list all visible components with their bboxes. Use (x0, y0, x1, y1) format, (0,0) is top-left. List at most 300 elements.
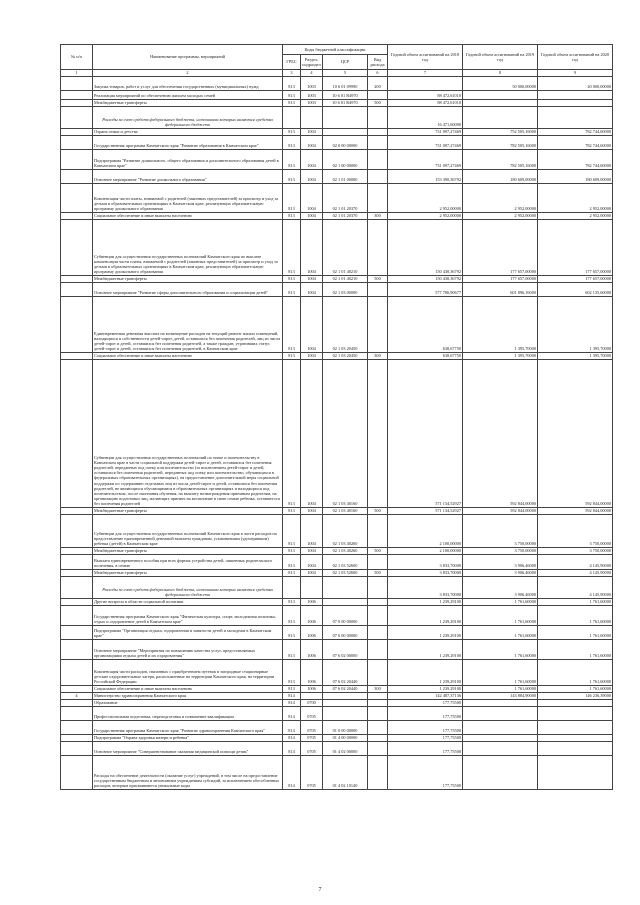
row-grbs-cell: 813 (283, 128, 301, 135)
row-2019-cell: 50 000,00000 (463, 76, 538, 90)
row-2018-cell (388, 76, 463, 90)
row-razdel-cell: 1006 (301, 659, 323, 685)
row-csr-cell: 07 6 02 20440 (323, 659, 368, 685)
row-vr-cell (368, 576, 388, 598)
row-2019-cell: 143 884,90000 (463, 692, 538, 699)
row-razdel-cell: 0705 (301, 741, 323, 755)
row-2020-cell: 1 761,60000 (538, 598, 613, 605)
budget-sheet (60, 44, 612, 790)
row-vr-cell (368, 734, 388, 741)
row-razdel-cell: 0705 (301, 720, 323, 734)
row-name-cell: Подпрограмма "Охрана здоровья матери и ребенка" (93, 734, 283, 741)
row-razdel-cell: 1004 (301, 569, 323, 576)
row-2020-cell: 4 145,90000 (538, 576, 613, 598)
row-2019-cell (463, 106, 538, 128)
table-row (61, 554, 613, 569)
note-row (61, 576, 613, 598)
row-grbs-cell: 813 (283, 507, 301, 514)
row-vr-cell (368, 282, 388, 296)
row-csr-cell: 01 4 00 00000 (323, 734, 368, 741)
row-no-cell (61, 569, 93, 576)
row-2019-cell: 782 505,16000 (463, 149, 538, 169)
row-2018-cell: 142 487,37136 (388, 692, 463, 699)
row-razdel-cell: 1004 (301, 507, 323, 514)
row-2020-cell: 1 761,60000 (538, 605, 613, 625)
row-name-cell: Образование (93, 699, 283, 706)
row-razdel-cell: 1003 (301, 99, 323, 106)
table-row (61, 352, 613, 359)
row-grbs-cell: 813 (283, 296, 301, 352)
row-2020-cell (538, 706, 613, 720)
row-grbs-cell: 813 (283, 659, 301, 685)
row-2018-cell: 177,75500 (388, 720, 463, 734)
table-row (61, 605, 613, 625)
row-razdel-cell (301, 692, 323, 699)
row-2020-cell: 177 657,00000 (538, 275, 613, 282)
row-2018-cell: 88 472,61010 (388, 99, 463, 106)
table-row (61, 741, 613, 755)
row-vr-cell: 500 (368, 569, 388, 576)
row-2020-cell: 1 761,60000 (538, 625, 613, 639)
col-index: 1 (61, 70, 93, 77)
row-2020-cell: 782 744,60000 (538, 135, 613, 149)
row-vr-cell (368, 625, 388, 639)
row-vr-cell: 500 (368, 275, 388, 282)
row-2020-cell: 4 145,90000 (538, 554, 613, 569)
row-no-cell (61, 352, 93, 359)
row-no-cell (61, 135, 93, 149)
col-csr-header: ЦСР (323, 55, 368, 70)
row-2019-cell: 177 657,00000 (463, 275, 538, 282)
row-2019-cell (463, 99, 538, 106)
row-2020-cell: 20 000,00000 (538, 76, 613, 90)
col-2018-header: Годовой объем ассигнований на 2018 год (388, 45, 463, 70)
row-grbs-cell: 813 (283, 219, 301, 275)
row-csr-cell: 07 6 02 00000 (323, 639, 368, 659)
col-index: 2 (93, 70, 283, 77)
row-name-cell: Субвенции для осуществления государственных полномочий Камчатского края в части расходов на предоставление единовременной денежной выплаты гражданам, усыновившим (удочерившим) ребенка (детей) в Камчатском крае (93, 514, 283, 547)
row-2018-cell: 3 833,70000 (388, 576, 463, 598)
row-vr-cell: 500 (368, 507, 388, 514)
row-2019-cell: 1 761,60000 (463, 685, 538, 692)
row-name-cell: Подпрограмма "Развитие дошкольного, общего образования и дополнительного образования детей в Камчатском крае" (93, 149, 283, 169)
row-razdel-cell: 0705 (301, 706, 323, 720)
row-2020-cell: 1 761,60000 (538, 685, 613, 692)
col-index: 5 (323, 70, 368, 77)
table-row (61, 219, 613, 275)
row-2020-cell: 602 135,60000 (538, 282, 613, 296)
row-name-cell: Расходы за счет средств федерального бюджета, источником которых являются средства федерального бюджета (93, 106, 283, 128)
row-csr-cell: 02 1 03 20450 (323, 296, 368, 352)
row-no-cell: 4 (61, 692, 93, 699)
row-2019-cell: 1 395,70000 (463, 296, 538, 352)
table-row (61, 169, 613, 183)
row-2020-cell (538, 755, 613, 789)
row-grbs-cell: 813 (283, 275, 301, 282)
row-no-cell (61, 685, 93, 692)
row-vr-cell (368, 149, 388, 169)
row-2019-cell: 3 750,00000 (463, 514, 538, 547)
row-name-cell: Министерство здравоохранения Камчатского края (93, 692, 283, 699)
table-row (61, 547, 613, 554)
row-2019-cell: 1 761,60000 (463, 625, 538, 639)
row-grbs-cell: 813 (283, 359, 301, 507)
table-row (61, 183, 613, 212)
row-2019-cell (463, 741, 538, 755)
row-2019-cell (463, 734, 538, 741)
col-grbs-header: ГРБС (283, 55, 301, 70)
row-2018-cell: 150 438,36792 (388, 275, 463, 282)
row-2019-cell: 3 750,00000 (463, 547, 538, 554)
row-grbs-cell: 814 (283, 692, 301, 699)
row-csr-cell (323, 598, 368, 605)
row-2020-cell: 782 744,60000 (538, 149, 613, 169)
row-2018-cell: 2 100,00000 (388, 514, 463, 547)
row-csr-cell: 02 1 03 20450 (323, 352, 368, 359)
row-csr-cell (323, 106, 368, 128)
row-2019-cell: 3 906,46000 (463, 569, 538, 576)
row-2019-cell (463, 720, 538, 734)
row-no-cell (61, 547, 93, 554)
row-grbs-cell: 814 (283, 741, 301, 755)
row-no-cell (61, 183, 93, 212)
row-2019-cell: 1 761,60000 (463, 605, 538, 625)
row-grbs-cell: 813 (283, 514, 301, 547)
row-no-cell (61, 106, 93, 128)
row-grbs-cell: 813 (283, 183, 301, 212)
row-razdel-cell: 1004 (301, 359, 323, 507)
row-no-cell (61, 282, 93, 296)
row-csr-cell: 02 1 00 00000 (323, 149, 368, 169)
row-vr-cell (368, 741, 388, 755)
row-name-cell: Расходы на обеспечение деятельности (оказание услуг) учреждений, в том числе на предоставление государственным бюджетным и автономным учреждениям субсидий, за исключением обособленных расходов, которым присваиваются уникальные коды (93, 755, 283, 789)
row-no-cell (61, 734, 93, 741)
row-csr-cell (323, 576, 368, 598)
row-csr-cell: 02 1 01 40210 (323, 219, 368, 275)
row-no-cell (61, 128, 93, 135)
row-name-cell: Охрана семьи и детства (93, 128, 283, 135)
row-grbs-cell: 814 (283, 755, 301, 789)
row-vr-cell (368, 659, 388, 685)
row-vr-cell (368, 169, 388, 183)
row-name-cell: Межбюджетные трансферты (93, 547, 283, 554)
row-2018-cell: 1 239,29100 (388, 685, 463, 692)
row-2019-cell: 752 505,16000 (463, 128, 538, 135)
row-razdel-cell: 1004 (301, 296, 323, 352)
row-grbs-cell: 813 (283, 605, 301, 625)
row-2019-cell (463, 755, 538, 789)
row-no-cell (61, 99, 93, 106)
row-razdel-cell: 0705 (301, 734, 323, 741)
row-vr-cell (368, 706, 388, 720)
row-razdel-cell: 0705 (301, 755, 323, 789)
row-csr-cell: 01 4 02 10140 (323, 755, 368, 789)
row-grbs-cell: 813 (283, 547, 301, 554)
table-row (61, 359, 613, 507)
table-row (61, 625, 613, 639)
row-2018-cell: 177,75500 (388, 741, 463, 755)
row-vr-cell: 300 (368, 352, 388, 359)
row-razdel-cell (301, 106, 323, 128)
row-name-cell: Единовременная денежная выплата на возмещение расходов на текущий ремонт жилых помещений, находящихся в собственности детей-сирот, детей, оставшихся без попечения родителей, лиц из числа детей-сирот и детей, оставшихся без попечения родителей, а также граждан, утративших статус детей-сирот и детей, оставшихся без попечения родителей, в Камчатском крае (93, 296, 283, 352)
row-razdel-cell: 1003 (301, 90, 323, 99)
column-index-row (61, 70, 613, 77)
row-2020-cell (538, 99, 613, 106)
row-2018-cell: 1 239,29100 (388, 639, 463, 659)
row-2020-cell: 1 761,60000 (538, 639, 613, 659)
row-2018-cell: 577 706,90677 (388, 282, 463, 296)
row-vr-cell (368, 359, 388, 507)
row-vr-cell (368, 605, 388, 625)
row-csr-cell: 01 4 02 00000 (323, 741, 368, 755)
table-row (61, 135, 613, 149)
row-grbs-cell: 814 (283, 706, 301, 720)
row-name-cell: Компенсация части платы, взимаемой с родителей (законных представителей) за присмотр и уход за детьми в образовательных организациях в Камчатском крае, реализующих образовательную программу дошкольного образования (93, 183, 283, 212)
row-vr-cell (368, 128, 388, 135)
row-2020-cell (538, 106, 613, 128)
row-no-cell (61, 699, 93, 706)
row-grbs-cell: 813 (283, 639, 301, 659)
table-row (61, 128, 613, 135)
row-no-cell (61, 639, 93, 659)
row-csr-cell: 02 1 01 20370 (323, 212, 368, 219)
row-name-cell: Реализация мероприятий по обеспечению жильем молодых семей (93, 90, 283, 99)
row-vr-cell (368, 699, 388, 706)
row-csr-cell: 02 1 03 40260 (323, 547, 368, 554)
row-2019-cell: 1 395,70000 (463, 352, 538, 359)
row-no-cell (61, 720, 93, 734)
row-name-cell: Субвенции для осуществления государственных полномочий Камчатского края по выплате компенсации части платы, взимаемой с родителей (законных представителей) за присмотр и уход за детьми в образовательных организациях в Камчатском крае, реализующих образовательную программу дошкольного образования (93, 219, 283, 275)
row-2020-cell: 782 744,60000 (538, 128, 613, 135)
row-razdel-cell: 1003 (301, 76, 323, 90)
table-row (61, 212, 613, 219)
row-2019-cell: 1 761,60000 (463, 598, 538, 605)
table-row (61, 296, 613, 352)
row-razdel-cell: 1004 (301, 554, 323, 569)
row-grbs-cell: 813 (283, 598, 301, 605)
row-2019-cell: 177 657,00000 (463, 219, 538, 275)
row-name-cell: Межбюджетные трансферты (93, 569, 283, 576)
col-vr-header: Вид расхода (368, 55, 388, 70)
row-razdel-cell: 1004 (301, 128, 323, 135)
col-2019-header: Годовой объем ассигнований на 2019 год (463, 45, 538, 70)
row-2018-cell: 2 100,00000 (388, 547, 463, 554)
row-razdel-cell: 1006 (301, 605, 323, 625)
row-grbs-cell: 813 (283, 554, 301, 569)
row-2018-cell: 153 390,36792 (388, 169, 463, 183)
row-csr-cell: 07 0 00 00000 (323, 605, 368, 625)
row-grbs-cell: 813 (283, 352, 301, 359)
row-vr-cell (368, 514, 388, 547)
row-csr-cell (323, 699, 368, 706)
row-razdel-cell: 1006 (301, 639, 323, 659)
row-no-cell (61, 219, 93, 275)
row-2018-cell: 177,75500 (388, 734, 463, 741)
col-index: 3 (283, 70, 301, 77)
row-2019-cell: 1 761,60000 (463, 639, 538, 659)
row-grbs-cell: 813 (283, 90, 301, 99)
row-2018-cell: 150 438,36792 (388, 219, 463, 275)
row-2020-cell: 146 236,39000 (538, 692, 613, 699)
row-2018-cell: 731 097,27469 (388, 128, 463, 135)
row-2020-cell (538, 741, 613, 755)
row-no-cell (61, 659, 93, 685)
row-csr-cell: 02 0 00 00000 (323, 135, 368, 149)
row-csr-cell: 02 1 01 00000 (323, 169, 368, 183)
row-csr-cell: 02 1 01 40210 (323, 275, 368, 282)
row-csr-cell (323, 692, 368, 699)
row-vr-cell (368, 183, 388, 212)
row-razdel-cell: 1006 (301, 598, 323, 605)
row-2018-cell: 638,67750 (388, 352, 463, 359)
row-vr-cell (368, 219, 388, 275)
note-row (61, 106, 613, 128)
row-csr-cell: 02 1 03 40160 (323, 507, 368, 514)
row-razdel-cell: 1004 (301, 149, 323, 169)
table-row (61, 685, 613, 692)
row-csr-cell: 02 1 03 00000 (323, 282, 368, 296)
table-row (61, 507, 613, 514)
row-name-cell: Компенсация части расходов, связанных с приобретением путевок в загородные стационарные детские оздоровительные лагеря, расположенные на территории Камчатского края, на территории Российской Федерации (93, 659, 283, 685)
row-razdel-cell: 0700 (301, 699, 323, 706)
row-2020-cell: 2 952,00000 (538, 212, 613, 219)
table-row (61, 514, 613, 547)
row-csr-cell (323, 706, 368, 720)
row-no-cell (61, 576, 93, 598)
row-2018-cell: 1 239,29100 (388, 659, 463, 685)
row-no-cell (61, 76, 93, 90)
row-2018-cell: 571 134,52927 (388, 507, 463, 514)
table-row (61, 699, 613, 706)
budget-table (60, 44, 613, 790)
row-2020-cell (538, 699, 613, 706)
row-name-cell: Расходы за счет средств федерального бюджета, источником которых являются средства федерального бюджета (93, 576, 283, 598)
row-name-cell: Основное мероприятие "Развитие сферы дополнительного образования и социализации детей" (93, 282, 283, 296)
row-grbs-cell: 814 (283, 699, 301, 706)
row-razdel-cell: 1004 (301, 275, 323, 282)
row-no-cell (61, 554, 93, 569)
row-grbs-cell (283, 576, 301, 598)
row-2018-cell: 638,67750 (388, 296, 463, 352)
row-2020-cell: 3 750,00000 (538, 514, 613, 547)
row-2018-cell: 731 097,27469 (388, 135, 463, 149)
row-name-cell: Профессиональная подготовка, переподготовка и повышение квалификации (93, 706, 283, 720)
row-csr-cell: 02 1 03 52600 (323, 554, 368, 569)
row-name-cell: Основное мероприятие "Мероприятия по повышению качества услуг, предоставляемых организациями отдыха детей и их оздоровления" (93, 639, 283, 659)
row-grbs-cell: 813 (283, 149, 301, 169)
row-no-cell (61, 625, 93, 639)
row-no-cell (61, 212, 93, 219)
row-2019-cell (463, 699, 538, 706)
row-razdel-cell: 1004 (301, 135, 323, 149)
codes-title-header: Коды бюджетной классификации (283, 45, 388, 55)
row-vr-cell (368, 720, 388, 734)
row-name-cell: Социальное обеспечение и иные выплаты населению (93, 685, 283, 692)
col-razdel-header: Раздел, подраздел (301, 55, 323, 70)
row-vr-cell: 500 (368, 99, 388, 106)
row-grbs-cell (283, 106, 301, 128)
row-grbs-cell: 813 (283, 76, 301, 90)
row-2020-cell (538, 734, 613, 741)
row-no-cell (61, 514, 93, 547)
col-index: 8 (463, 70, 538, 77)
row-csr-cell: 07 6 02 20440 (323, 685, 368, 692)
row-name-cell: Основное мероприятие "Совершенствование оказания медицинской помощи детям" (93, 741, 283, 755)
row-razdel-cell: 1004 (301, 183, 323, 212)
row-no-cell (61, 90, 93, 99)
row-no-cell (61, 706, 93, 720)
col-index: 7 (388, 70, 463, 77)
col-name-header: Наименование программы, мероприятий (93, 45, 283, 70)
row-2019-cell: 180 609,00000 (463, 169, 538, 183)
row-csr-cell: 02 1 03 40160 (323, 359, 368, 507)
row-2019-cell: 1 761,60000 (463, 659, 538, 685)
row-csr-cell: 02 1 03 40260 (323, 514, 368, 547)
row-vr-cell (368, 135, 388, 149)
row-name-cell: Социальное обеспечение и иные выплаты населению (93, 352, 283, 359)
col-2020-header: Годовой объем ассигнований на 2020 год (538, 45, 613, 70)
row-grbs-cell: 813 (283, 212, 301, 219)
row-2020-cell: 4 145,90000 (538, 569, 613, 576)
row-no-cell (61, 169, 93, 183)
col-index: 9 (538, 70, 613, 77)
row-razdel-cell: 1006 (301, 625, 323, 639)
row-csr-cell: 01 0 00 00000 (323, 720, 368, 734)
page-number: 7 (318, 887, 322, 893)
row-no-cell (61, 359, 93, 507)
row-csr-cell: 10 6 01 R4970 (323, 99, 368, 106)
row-grbs-cell: 813 (283, 625, 301, 639)
row-vr-cell (368, 554, 388, 569)
row-razdel-cell: 1004 (301, 219, 323, 275)
row-2018-cell: 177,75500 (388, 699, 463, 706)
row-name-cell: Основное мероприятие "Развитие дошкольного образования" (93, 169, 283, 183)
col-no-header: № п/п (61, 45, 93, 70)
row-grbs-cell: 814 (283, 734, 301, 741)
row-2020-cell: 1 761,60000 (538, 659, 613, 685)
row-2018-cell: 1 239,29100 (388, 605, 463, 625)
row-2018-cell: 1 239,29100 (388, 598, 463, 605)
row-razdel-cell: 1004 (301, 212, 323, 219)
row-2018-cell: 177,75500 (388, 755, 463, 789)
row-csr-cell: 02 1 03 52600 (323, 569, 368, 576)
row-grbs-cell: 813 (283, 135, 301, 149)
row-no-cell (61, 296, 93, 352)
row-grbs-cell: 813 (283, 282, 301, 296)
row-2018-cell: 88 472,61010 (388, 90, 463, 99)
row-razdel-cell: 1004 (301, 352, 323, 359)
row-razdel-cell: 1004 (301, 282, 323, 296)
table-row (61, 99, 613, 106)
row-2019-cell: 2 952,00000 (463, 183, 538, 212)
row-2020-cell: 1 395,70000 (538, 352, 613, 359)
row-razdel-cell (301, 576, 323, 598)
row-grbs-cell: 814 (283, 720, 301, 734)
row-2018-cell: 177,75500 (388, 706, 463, 720)
row-no-cell (61, 741, 93, 755)
row-2020-cell: 3 750,00000 (538, 547, 613, 554)
row-no-cell (61, 598, 93, 605)
table-row (61, 90, 613, 99)
row-name-cell: Межбюджетные трансферты (93, 275, 283, 282)
row-2019-cell: 592 844,00000 (463, 359, 538, 507)
row-2020-cell: 177 657,00000 (538, 219, 613, 275)
row-razdel-cell: 1004 (301, 547, 323, 554)
row-2019-cell: 592 844,00000 (463, 507, 538, 514)
row-razdel-cell: 1004 (301, 514, 323, 547)
row-vr-cell: 300 (368, 212, 388, 219)
row-vr-cell (368, 755, 388, 789)
